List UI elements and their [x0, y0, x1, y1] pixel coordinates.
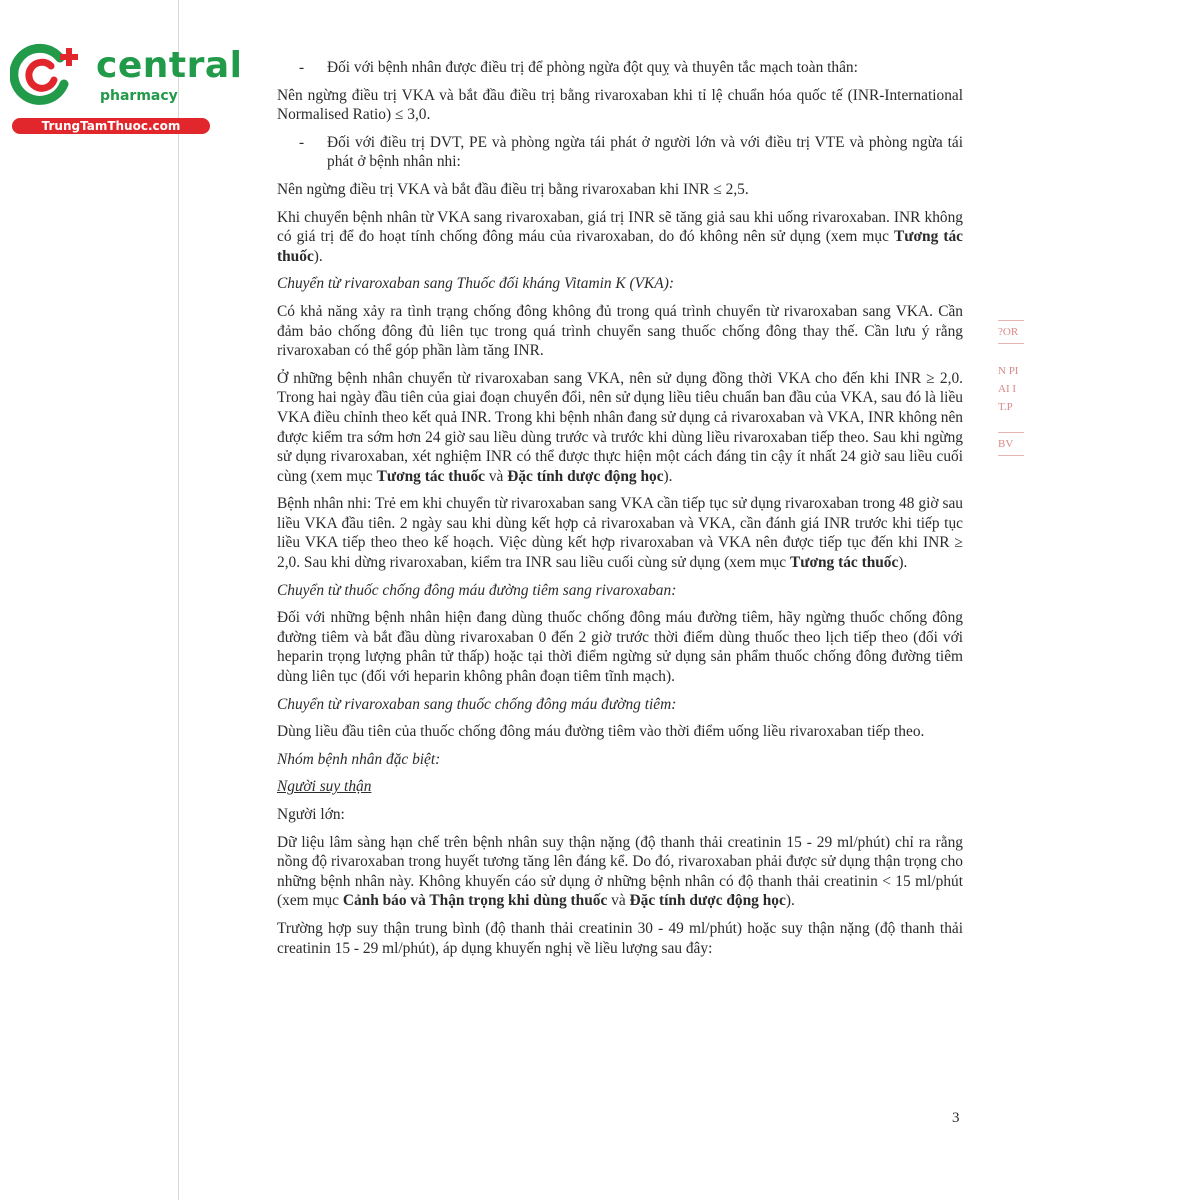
paragraph-text: Đối với bệnh nhân được điều trị để phòng ngừa đột quỵ và thuyên tắc mạch toàn thân: [327, 59, 858, 76]
bullet-dash: - [299, 59, 305, 76]
paragraph: Đối với những bệnh nhân hiện đang dùng thuốc chống đông máu đường tiêm, hãy ngừng thuốc chống đông đường tiêm và bắt đầu dùng rivaroxaban 0 đến 2 giờ trước thời điểm dùng thuốc theo lịch tiếp theo (đối với heparin trọng lượng phân tử thấp) hoặc tại thời điểm ngừng sử dụng sản phẩm thuốc chống đông đường tiêm dùng liên tục (đối với heparin không phân đoạn tiêm tĩnh mạch). [277, 609, 963, 686]
paragraph: Khi chuyển bệnh nhân từ VKA sang rivaroxaban, giá trị INR sẽ tăng giả sau khi uống rivaroxaban. INR không có giá trị để đo hoạt tính chống đông máu của rivaroxaban, do đó không nên sử dụng (xem mục Tương tác thuốc). [277, 208, 963, 265]
page-number: 3 [952, 1110, 960, 1126]
subsection-heading: Người suy thận [277, 778, 372, 796]
bullet-item [277, 133, 963, 172]
paragraph: Dữ liệu lâm sàng hạn chế trên bệnh nhân suy thận nặng (độ thanh thải creatinin 15 - 29 ml/phút) chỉ ra rằng nồng độ rivaroxaban trong huyết tương tăng lên đáng kể. Do đó, rivaroxaban phải được sử dụng thận trọng cho những bệnh nhân này. Không khuyến cáo sử dụng ở những bệnh nhân có độ thanh thải creatinin < 15 ml/phút (xem mục Cảnh báo và Thận trọng khi dùng thuốc và Đặc tính dược động học). [277, 833, 963, 910]
section-heading: Chuyển từ rivaroxaban sang Thuốc đối kháng Vitamin K (VKA): [277, 275, 674, 293]
paragraph: Nên ngừng điều trị VKA và bắt đầu điều trị bằng rivaroxaban khi tỉ lệ chuẩn hóa quốc tế (INR-International Normalised Ratio) ≤ 3,0. [277, 86, 963, 124]
paragraph: Bệnh nhân nhi: Trẻ em khi chuyển từ rivaroxaban sang VKA cần tiếp tục sử dụng rivaroxaban trong 48 giờ sau liều VKA đầu tiên. 2 ngày sau khi dùng kết hợp cả rivaroxaban và VKA, cần đánh giá INR trước khi tiếp tục liều VKA tiếp theo theo kế hoạch. Việc dùng kết hợp rivaroxaban và VKA nên được tiếp tục đến khi INR ≥ 2,0. Sau khi dừng rivaroxaban, kiểm tra INR sau liều cuối cùng sử dụng (xem mục Tương tác thuốc). [277, 495, 963, 572]
document-body [277, 58, 963, 966]
central-logo-icon [10, 38, 88, 110]
paragraph: Nên ngừng điều trị VKA và bắt đầu điều trị bằng rivaroxaban khi INR ≤ 2,5. [277, 180, 749, 198]
paragraph: Dùng liều đầu tiên của thuốc chống đông máu đường tiêm vào thời điểm uống liều rivaroxaban tiếp theo. [277, 723, 925, 741]
central-pharmacy-logo[interactable] [10, 38, 243, 138]
brand-url[interactable]: TrungTamThuoc.com [12, 118, 210, 134]
paragraph: Người lớn: [277, 806, 345, 823]
stamp-text: T.P [998, 401, 1013, 413]
stamp-text: AI I [998, 383, 1017, 395]
bullet-item [277, 58, 963, 78]
section-heading: Chuyển từ rivaroxaban sang thuốc chống đông máu đường tiêm: [277, 695, 677, 713]
page-edge [178, 0, 179, 1200]
stamp-text: N PI [998, 365, 1019, 377]
section-heading: Chuyển từ thuốc chống đông máu đường tiêm sang rivaroxaban: [277, 581, 677, 599]
paragraph: Có khả năng xảy ra tình trạng chống đông không đủ trong quá trình chuyển từ rivaroxaban sang VKA. Cần đảm bảo chống đông đủ liên tục trong quá trình chuyển sang thuốc chống đông thay thế. Cần lưu ý rằng rivaroxaban có thể góp phần làm tăng INR. [277, 302, 963, 360]
brand-subtitle: pharmacy [100, 88, 178, 104]
brand-name: central [96, 45, 243, 86]
paragraph: Trường hợp suy thận trung bình (độ thanh thải creatinin 30 - 49 ml/phút) hoặc suy thận nặng (độ thanh thải creatinin 15 - 29 ml/phút), áp dụng khuyến nghị về liều lượng sau đây: [277, 919, 963, 957]
stamp-fragment [998, 318, 1028, 468]
bullet-dash: - [299, 133, 305, 151]
stamp-text: ?OR [998, 326, 1019, 338]
paragraph: Ở những bệnh nhân chuyển từ rivaroxaban sang VKA, nên sử dụng đồng thời VKA cho đến khi INR ≥ 2,0. Trong hai ngày đầu tiên của giai đoạn chuyển đổi, nên sử dụng liều tiêu chuẩn ban đầu của VKA, sau đó là liều VKA điều chỉnh theo kết quả INR. Trong khi bệnh nhân đang sử dụng cả rivaroxaban và VKA, INR không nên được kiểm tra sớm hơn 24 giờ sau liều dùng trước và trước khi dùng liều rivaroxaban tiếp theo. Sau khi ngừng sử dụng rivaroxaban, xét nghiệm INR có thể được thực hiện một cách đáng tin cậy ít nhất 24 giờ sau liều cuối cùng (xem mục Tương tác thuốc và Đặc tính dược động học). [277, 369, 963, 485]
paragraph-text: Đối với điều trị DVT, PE và phòng ngừa tái phát ở người lớn và với điều trị VTE và phòng ngừa tái phát ở bệnh nhân nhi: [327, 133, 963, 171]
section-heading: Nhóm bệnh nhân đặc biệt: [277, 750, 441, 768]
stamp-text: BV [998, 438, 1014, 450]
